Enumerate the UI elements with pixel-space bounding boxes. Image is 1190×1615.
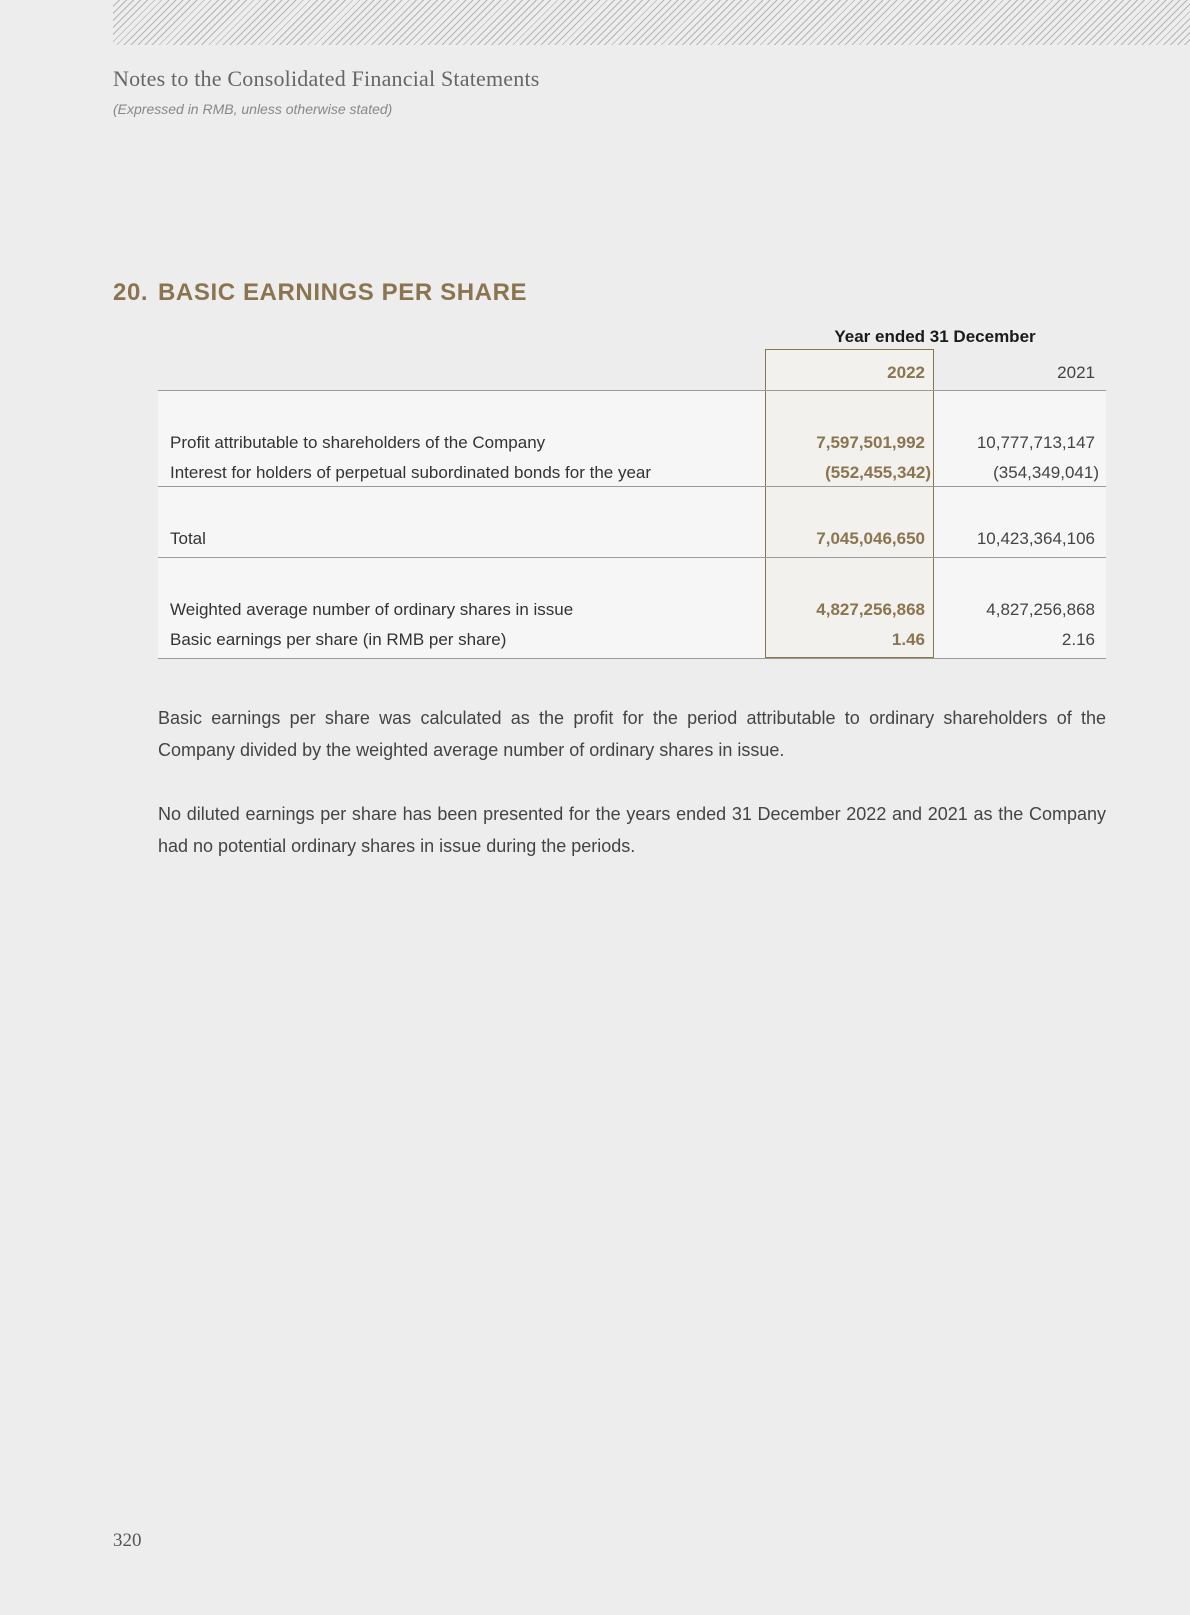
value-2021: 10,423,364,106 — [976, 529, 1095, 548]
section-title: BASIC EARNINGS PER SHARE — [158, 279, 528, 306]
value-2022: (552,455,342) — [825, 463, 931, 482]
row-label: Basic earnings per share (in RMB per share) — [170, 630, 507, 649]
section-number: 20. — [113, 279, 149, 306]
table-row-total — [0, 529, 1190, 553]
value-2021: 4,827,256,868 — [986, 600, 1095, 619]
earnings-per-share-table — [0, 0, 1190, 700]
value-2022: 4,827,256,868 — [816, 600, 925, 619]
row-label: Total — [170, 529, 206, 548]
row-rule — [158, 557, 1106, 558]
running-title: Notes to the Consolidated Financial Statements — [113, 66, 540, 91]
note-paragraph: No diluted earnings per share has been presented for the years ended 31 December 2022 and 2021 as the Company had no potential ordinary shares in issue during the periods. — [158, 804, 1106, 856]
value-2022: 1.46 — [891, 630, 925, 649]
value-2021: (354,349,041) — [993, 463, 1099, 482]
row-label: Interest for holders of perpetual subordinated bonds for the year — [170, 463, 652, 482]
column-header-2021: 2021 — [1057, 363, 1095, 382]
column-header-2022: 2022 — [887, 363, 925, 382]
value-2021: 2.16 — [1061, 630, 1095, 649]
note-paragraph: Basic earnings per share was calculated as the profit for the period attributable to ordinary shareholders of the Company divided by the weighted average number of ordinary shares in issue. — [158, 708, 1106, 760]
row-label: Profit attributable to shareholders of the Company — [170, 433, 546, 452]
bottom-rule — [158, 658, 1106, 659]
value-2021: 10,777,713,147 — [976, 433, 1095, 452]
table-row — [0, 630, 1190, 654]
table-row — [0, 600, 1190, 624]
period-header: Year ended 31 December — [834, 327, 1036, 346]
value-2022: 7,597,501,992 — [816, 433, 925, 452]
table-row — [0, 463, 1190, 487]
page-number: 320 — [113, 1530, 142, 1551]
value-2022: 7,045,046,650 — [816, 529, 925, 548]
table-row — [0, 433, 1190, 457]
row-label: Weighted average number of ordinary shares in issue — [170, 600, 574, 619]
running-subtitle: (Expressed in RMB, unless otherwise stated) — [113, 101, 393, 117]
header-rule — [158, 390, 1106, 391]
